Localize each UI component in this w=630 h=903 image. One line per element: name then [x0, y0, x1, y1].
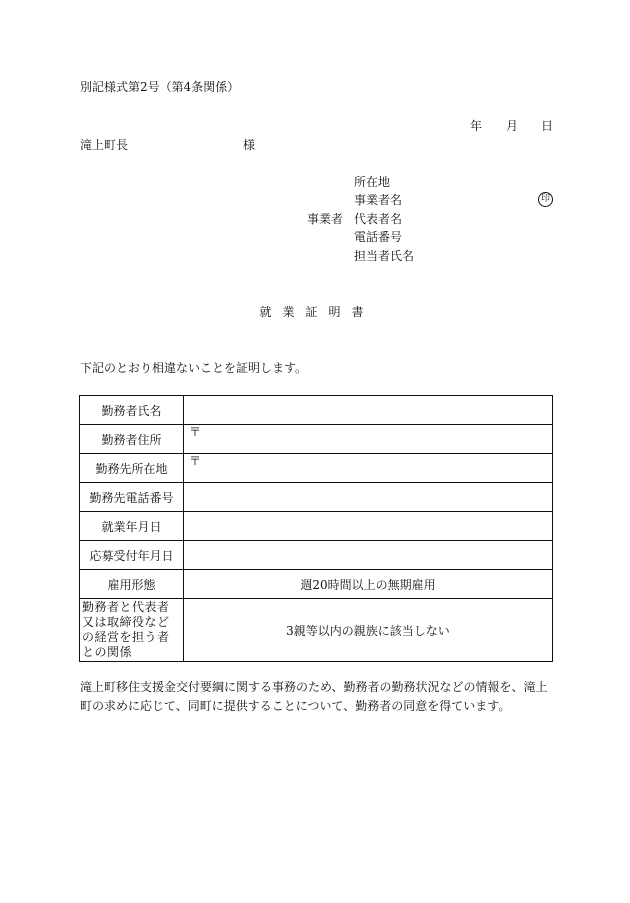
certificate-table	[79, 395, 553, 662]
date-month-label: 月	[506, 119, 519, 133]
intro-text: 下記のとおり相違ないことを証明します。	[80, 361, 308, 375]
row-label-relationship: 勤務者と代表者又は取締役などの経営を担う者との関係	[80, 599, 184, 662]
row-value-workplace-phone[interactable]	[184, 483, 553, 512]
row-label-employment-date: 就業年月日	[80, 512, 184, 541]
row-value-worker-address[interactable]: 〒	[184, 425, 553, 454]
consent-text: 滝上町移住支援金交付要綱に関する事務のため、勤務者の勤務状況などの情報を、滝上町の求めに応じて、同町に提供することについて、勤務者の同意を得ています。	[80, 680, 548, 713]
addressee: 滝上町長	[80, 138, 129, 152]
document-title: 就業証明書	[259, 305, 375, 319]
business-field-address: 所在地	[354, 175, 391, 189]
row-value-employment-type: 週20時間以上の無期雇用	[184, 570, 553, 599]
date-year-label: 年	[470, 119, 483, 133]
row-value-worker-name[interactable]	[184, 396, 553, 425]
form-number: 別記様式第2号（第4条関係）	[80, 80, 240, 94]
business-field-name: 事業者名	[354, 193, 403, 207]
row-value-workplace-address[interactable]: 〒	[184, 454, 553, 483]
date-line	[0, 119, 630, 135]
row-label-employment-type: 雇用形態	[80, 570, 184, 599]
table-row	[80, 512, 553, 541]
table-row	[80, 483, 553, 512]
table-row	[80, 570, 553, 599]
row-label-workplace-address: 勤務先所在地	[80, 454, 184, 483]
row-value-relationship: 3親等以内の親族に該当しない	[184, 599, 553, 662]
table-row	[80, 541, 553, 570]
row-label-worker-name: 勤務者氏名	[80, 396, 184, 425]
table-row	[80, 599, 553, 662]
business-field-contact: 担当者氏名	[354, 249, 415, 263]
row-value-application-date[interactable]	[184, 541, 553, 570]
row-value-employment-date[interactable]	[184, 512, 553, 541]
row-label-worker-address: 勤務者住所	[80, 425, 184, 454]
business-field-phone: 電話番号	[354, 230, 403, 244]
row-label-application-date: 応募受付年月日	[80, 541, 184, 570]
honorific: 様	[243, 138, 256, 152]
business-label: 事業者	[307, 212, 344, 226]
row-label-workplace-phone: 勤務先電話番号	[80, 483, 184, 512]
seal-mark: 印	[538, 192, 553, 207]
business-field-representative: 代表者名	[354, 212, 403, 226]
table-row	[80, 396, 553, 425]
date-day-label: 日	[541, 119, 554, 133]
table-row	[80, 454, 553, 483]
table-row	[80, 425, 553, 454]
